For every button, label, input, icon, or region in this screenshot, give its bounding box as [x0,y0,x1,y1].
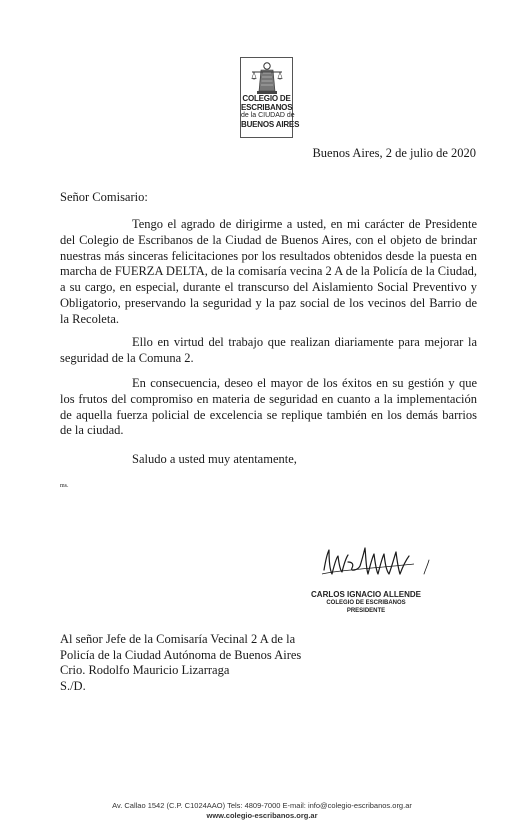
body-paragraph-1: Tengo el agrado de dirigirme a usted, en mi carácter de Presidente del Colegio de Escribanos de la Ciudad de Buenos Aires, con el objeto de brindar nuestras más sinceras felicitaciones por los resultados obtenidos desde la puesta en marcha de FUERZA DELTA, de la comisaría vecina 2 A de la Policía de la Ciudad, a su cargo, en especial, durante el transcurso del Aislamiento Social Preventivo y Obligatorio, preservando la seguridad y la paz social de los vecinos del Barrio de la Recoleta. [60,217,477,326]
logo-line-3: de la CIUDAD de [241,112,295,119]
letter-footer [0,801,524,821]
recipient-line-4: S./D. [60,678,86,693]
recipient-line-3: Crio. Rodolfo Mauricio Lizarraga [60,663,230,677]
signatory-role: PRESIDENTE [346,607,386,614]
handwritten-signature [318,540,438,592]
logo-line-4: BUENOS AIRES [241,119,300,129]
body-paragraph-3: En consecuencia, deseo el mayor de los éxitos en su gestión y que los frutos del compromiso en materia de seguridad en cuanto a la implementación de aquella fuerza policial de excelencia se replique también en los demás barrios de la ciudad. [60,376,477,438]
signatory-name: CARLOS IGNACIO ALLENDE [311,590,421,599]
body-paragraph-2: Ello en virtud del trabajo que realizan diariamente para mejorar la seguridad de la Comuna 2. [60,335,477,365]
footer-website-link[interactable]: www.colegio-escribanos.org.ar [206,811,318,820]
signatory-organization: COLEGIO DE ESCRIBANOS [326,600,406,606]
recipient-block [60,632,301,694]
salutation: Señor Comisario: [60,190,148,204]
footer-address: Av. Callao 1542 (C.P. C1024AAO) Tels: 4809-7000 E-mail: info@colegio-escribanos.org.ar [112,801,412,810]
closing-line: Saludo a usted muy atentamente, [132,452,297,466]
letterhead-logo [240,57,300,138]
logo-line-2: ESCRIBANOS [241,102,293,112]
logo-line-1: COLEGIO DE [242,94,291,103]
recipient-line-2: Policía de la Ciudad Autónoma de Buenos Aires [60,647,302,662]
signature-block [306,590,426,615]
recipient-line-1: Al señor Jefe de la Comisaría Vecinal 2 A de la [60,632,296,646]
scales-of-justice-icon [249,61,285,95]
letter-date: Buenos Aires, 2 de julio de 2020 [312,146,476,160]
typist-initials: ms. [60,483,69,489]
